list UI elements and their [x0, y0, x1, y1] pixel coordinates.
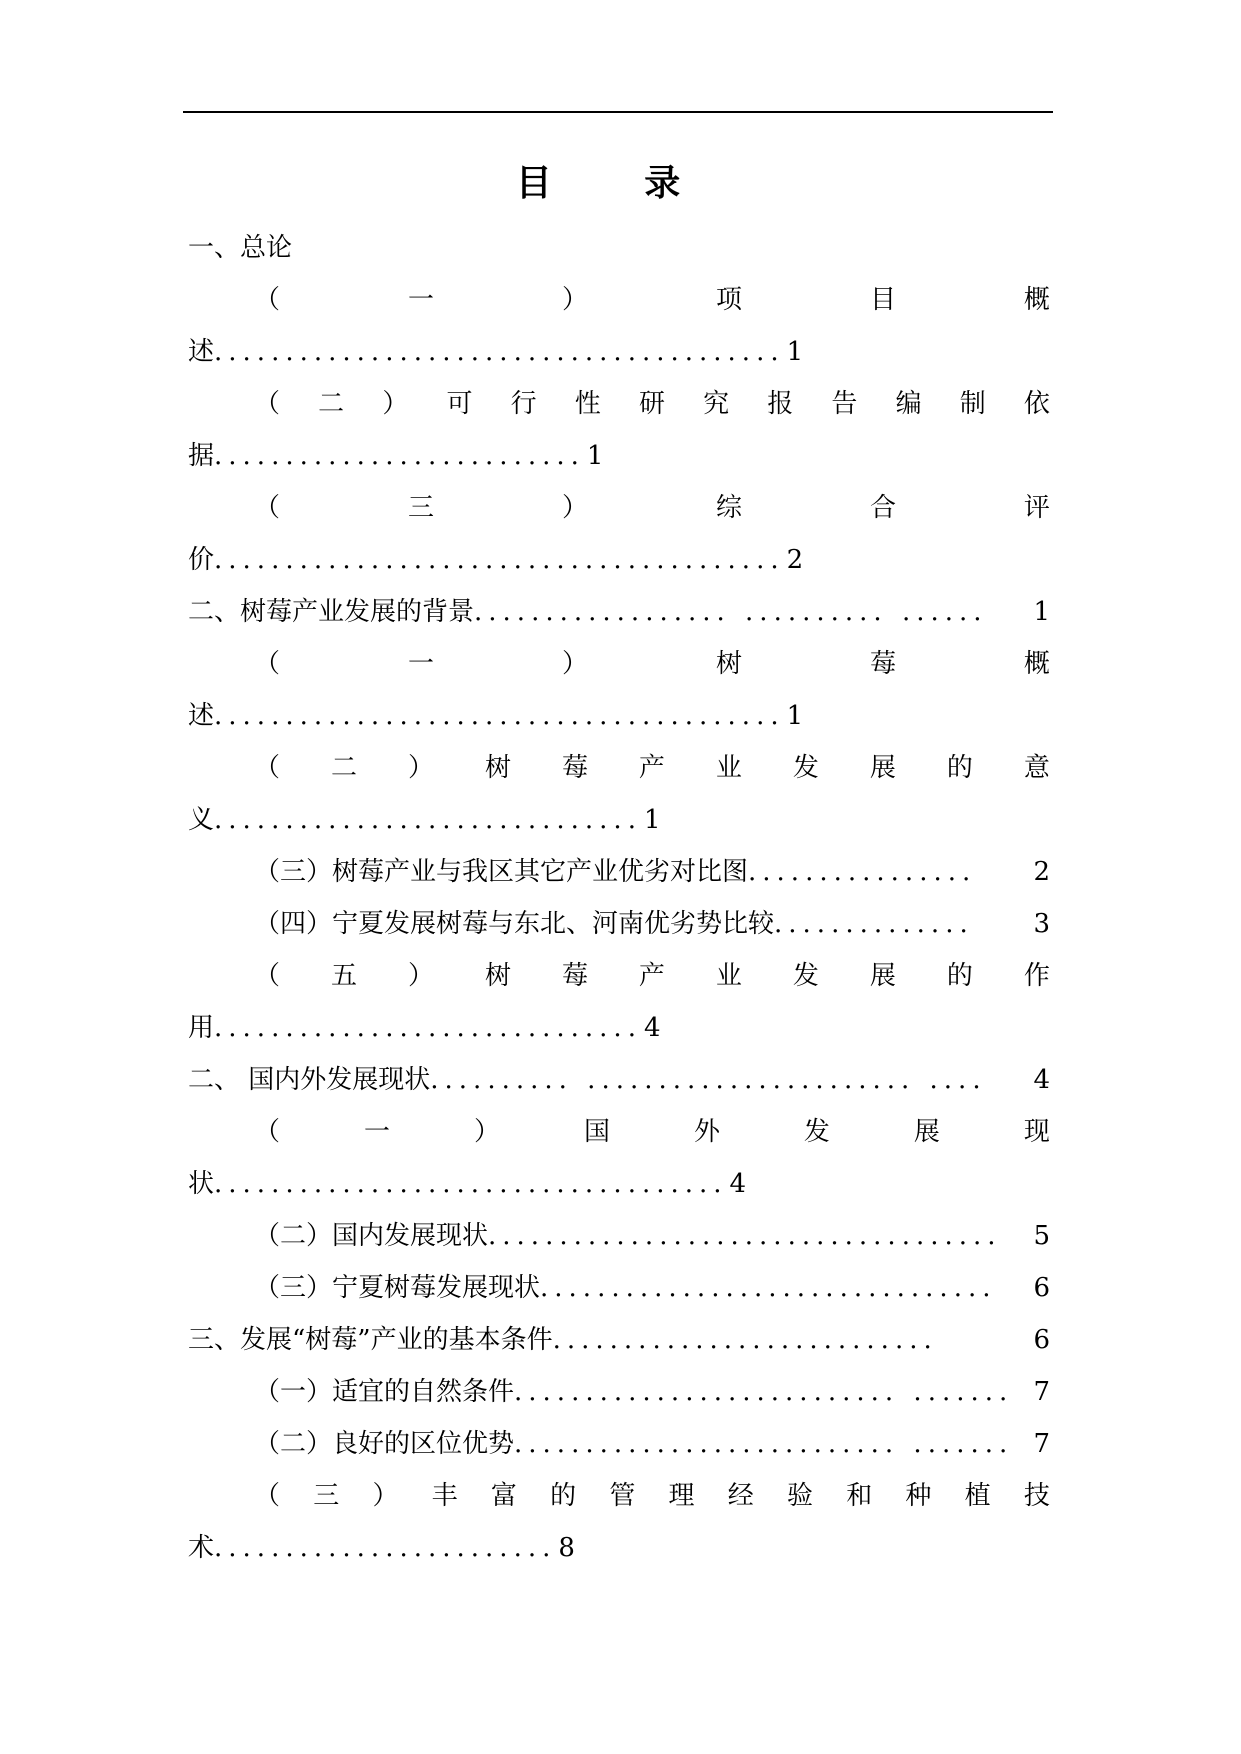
toc-item-1-3[interactable] — [188, 482, 1050, 534]
toc-spread-char: 理 — [668, 1481, 695, 1511]
toc-item-2-2-cont[interactable] — [188, 794, 1050, 846]
toc-item-4-1-label: （一）适宜的自然条件 — [254, 1377, 515, 1407]
toc-item-2-1-cont[interactable] — [188, 690, 1050, 742]
toc-spread-char: 意 — [1023, 753, 1050, 783]
toc-item-3-3-label: （三）宁夏树莓发展现状 — [254, 1273, 541, 1303]
toc-spread-char: 五 — [330, 961, 357, 991]
toc-spread-char: 产 — [638, 753, 665, 783]
toc-item-4-3[interactable] — [188, 1470, 1050, 1522]
toc-item-2-5-cont[interactable] — [188, 1002, 1050, 1054]
toc-item-2-5-page: 4 — [643, 1013, 661, 1043]
toc-item-2-1-leader: ........................................ — [214, 701, 785, 731]
toc-spread-char: 产 — [638, 961, 665, 991]
toc-section-3-page: 4 — [1033, 1065, 1050, 1095]
toc-spread-char: 树 — [484, 961, 511, 991]
toc-spread-char: ） — [407, 961, 434, 991]
toc-spread-char: 莓 — [869, 649, 896, 679]
toc-spread-char: 性 — [574, 389, 601, 419]
toc-item-2-4-page: 3 — [1033, 909, 1050, 939]
toc-item-3-1-leader: .................................... — [214, 1169, 728, 1199]
toc-section-2-page: 1 — [1033, 597, 1050, 627]
toc-spread-char: 展 — [913, 1117, 940, 1147]
toc-spread-char: （ — [254, 1117, 281, 1147]
toc-spread-char: 富 — [490, 1481, 517, 1511]
toc-spread-char: 可 — [446, 389, 473, 419]
toc-spread-char: 展 — [869, 753, 896, 783]
toc-spread-char: （ — [254, 649, 281, 679]
toc-spread-char: 丰 — [431, 1481, 458, 1511]
toc-item-3-3-leader: ................................ — [540, 1273, 997, 1303]
toc-item-4-1-page: 7 — [1033, 1377, 1050, 1407]
toc-section-4-leader: ........................... — [552, 1325, 938, 1355]
toc-spread-char: ） — [473, 1117, 500, 1147]
toc-item-2-1-page: 1 — [786, 701, 804, 731]
toc-spread-char: 发 — [792, 753, 819, 783]
toc-item-2-4-label: （四）宁夏发展树莓与东北、河南优劣势比较 — [254, 909, 775, 939]
page-title: 目 录 — [515, 162, 721, 204]
toc-spread-char: 评 — [1023, 493, 1050, 523]
toc-item-2-5-leader: .............................. — [214, 1013, 642, 1043]
toc-spread-char: 发 — [792, 961, 819, 991]
toc-spread-char: （ — [254, 389, 281, 419]
toc-spread-char: 国 — [583, 1117, 610, 1147]
toc-spread-char: 二 — [318, 389, 345, 419]
toc-spread-char: 树 — [484, 753, 511, 783]
toc-item-2-2[interactable] — [188, 742, 1050, 794]
toc-item-4-2-page: 7 — [1033, 1429, 1050, 1459]
toc-item-2-1[interactable] — [188, 638, 1050, 690]
toc-spread-char: 综 — [715, 493, 742, 523]
toc-section-4-page: 6 — [1033, 1325, 1050, 1355]
toc-spread-char: 行 — [510, 389, 537, 419]
toc-item-1-2-page: 1 — [586, 441, 604, 471]
toc-item-4-3-page: 8 — [558, 1533, 575, 1563]
toc-spread-char: ） — [561, 285, 588, 315]
toc-spread-char: ） — [407, 753, 434, 783]
toc-spread-char: 莓 — [561, 961, 588, 991]
toc-spread-char: 业 — [715, 753, 742, 783]
toc-spread-char: 一 — [407, 285, 434, 315]
toc-spread-char: 莓 — [561, 753, 588, 783]
toc-item-2-1-tail: 述 — [188, 701, 215, 731]
toc-item-1-1-tail: 述 — [188, 337, 215, 367]
toc-section-3-leader: .......... ....................... .... — [430, 1065, 987, 1095]
toc-item-2-3[interactable] — [188, 846, 1050, 898]
toc-item-3-2[interactable] — [188, 1210, 1050, 1262]
toc-item-1-2[interactable] — [188, 378, 1050, 430]
toc-item-2-4[interactable] — [188, 898, 1050, 950]
toc-spread-char: 编 — [895, 389, 922, 419]
toc-spread-char: （ — [254, 753, 281, 783]
toc-item-3-1[interactable] — [188, 1106, 1050, 1158]
toc-item-2-5[interactable] — [188, 950, 1050, 1002]
toc-spread-char: 合 — [869, 493, 896, 523]
toc-spread-char: 三 — [407, 493, 434, 523]
toc-spread-char: 一 — [407, 649, 434, 679]
toc-section-2-leader: .................. .......... ...... — [474, 597, 988, 627]
header-rule — [183, 111, 1053, 113]
toc-item-1-3-cont[interactable] — [188, 534, 1050, 586]
toc-item-3-1-page: 4 — [729, 1169, 747, 1199]
toc-spread-char: 究 — [703, 389, 730, 419]
toc-item-1-2-leader: .......................... — [214, 441, 585, 471]
toc-item-1-3-leader: ........................................ — [214, 545, 785, 575]
toc-item-4-2-label: （二）良好的区位优势 — [254, 1429, 515, 1459]
toc-item-2-2-page: 1 — [643, 805, 661, 835]
toc-spread-char: 目 — [869, 285, 896, 315]
toc-spread-char: （ — [254, 1481, 281, 1511]
toc-spread-char: （ — [254, 285, 281, 315]
toc-item-1-3-page: 2 — [786, 545, 804, 575]
toc-spread-char: ） — [561, 649, 588, 679]
toc-section-3[interactable] — [188, 1054, 1050, 1106]
toc-item-4-2-leader: ........................... ....... — [514, 1429, 1014, 1459]
toc-item-1-2-cont[interactable] — [188, 430, 1050, 482]
toc-spread-char: 的 — [550, 1481, 577, 1511]
toc-item-2-2-tail: 义 — [188, 805, 215, 835]
toc-section-2[interactable] — [188, 586, 1050, 638]
toc-item-1-1[interactable] — [188, 274, 1050, 326]
toc-item-1-2-tail: 据 — [188, 441, 215, 471]
toc-spread-char: 二 — [330, 753, 357, 783]
toc-spread-char: 树 — [715, 649, 742, 679]
table-of-contents — [188, 222, 1050, 1574]
toc-spread-char: ） — [372, 1481, 399, 1511]
toc-item-3-3[interactable] — [188, 1262, 1050, 1314]
toc-item-1-1-page: 1 — [786, 337, 804, 367]
toc-item-3-1-tail: 状 — [188, 1169, 215, 1199]
toc-item-1-3-tail: 价 — [188, 545, 215, 575]
toc-item-4-1-leader: ........................... ....... — [514, 1377, 1014, 1407]
toc-item-2-3-label: （三）树莓产业与我区其它产业优劣对比图 — [254, 857, 749, 887]
toc-section-1-label: 一、总论 — [188, 233, 293, 263]
toc-item-1-1-cont[interactable] — [188, 326, 1050, 378]
toc-spread-char: 发 — [803, 1117, 830, 1147]
toc-spread-char: 制 — [959, 389, 986, 419]
toc-spread-char: 现 — [1023, 1117, 1050, 1147]
toc-item-2-3-leader: ................ — [748, 857, 977, 887]
toc-item-3-1-cont[interactable] — [188, 1158, 1050, 1210]
toc-section-4[interactable] — [188, 1314, 1050, 1366]
toc-spread-char: 的 — [946, 753, 973, 783]
toc-item-4-2[interactable] — [188, 1418, 1050, 1470]
toc-spread-char: 项 — [715, 285, 742, 315]
toc-spread-char: 业 — [715, 961, 742, 991]
toc-item-2-2-leader: .............................. — [214, 805, 642, 835]
toc-section-1[interactable] — [188, 222, 1050, 274]
toc-spread-char: 依 — [1023, 389, 1050, 419]
toc-spread-char: 作 — [1023, 961, 1050, 991]
toc-spread-char: 技 — [1023, 1481, 1050, 1511]
toc-spread-char: 管 — [609, 1481, 636, 1511]
toc-spread-char: 报 — [767, 389, 794, 419]
toc-spread-char: 一 — [363, 1117, 390, 1147]
toc-item-3-2-leader: .................................... — [488, 1221, 1002, 1251]
toc-spread-char: （ — [254, 961, 281, 991]
toc-spread-char: ） — [382, 389, 409, 419]
toc-spread-char: 验 — [786, 1481, 813, 1511]
toc-spread-char: （ — [254, 493, 281, 523]
toc-spread-char: 概 — [1023, 285, 1050, 315]
toc-spread-char: 种 — [905, 1481, 932, 1511]
toc-item-2-5-tail: 用 — [188, 1013, 215, 1043]
toc-spread-char: 研 — [638, 389, 665, 419]
toc-spread-char: 经 — [727, 1481, 754, 1511]
toc-spread-char: 和 — [846, 1481, 873, 1511]
toc-spread-char: 概 — [1023, 649, 1050, 679]
toc-section-3-label: 二、 国内外发展现状 — [188, 1065, 431, 1095]
toc-item-1-1-leader: ........................................ — [214, 337, 785, 367]
toc-spread-char: ） — [561, 493, 588, 523]
toc-item-3-2-page: 5 — [1033, 1221, 1050, 1251]
toc-spread-char: 告 — [831, 389, 858, 419]
toc-item-4-1[interactable] — [188, 1366, 1050, 1418]
toc-spread-char: 植 — [964, 1481, 991, 1511]
toc-item-4-3-tail: 术 — [188, 1533, 215, 1563]
toc-item-3-2-label: （二）国内发展现状 — [254, 1221, 489, 1251]
toc-spread-char: 三 — [313, 1481, 340, 1511]
toc-item-4-3-leader: ........................ — [214, 1533, 557, 1563]
toc-spread-char: 展 — [869, 961, 896, 991]
toc-item-3-3-page: 6 — [1033, 1273, 1050, 1303]
toc-section-4-label: 三、发展“树莓”产业的基本条件 — [188, 1325, 553, 1355]
toc-spread-char: 的 — [946, 961, 973, 991]
toc-spread-char: 外 — [693, 1117, 720, 1147]
toc-item-2-3-page: 2 — [1033, 857, 1050, 887]
toc-item-2-4-leader: .............. — [774, 909, 974, 939]
toc-section-2-label: 二、树莓产业发展的背景 — [188, 597, 475, 627]
toc-item-4-3-cont[interactable] — [188, 1522, 1050, 1574]
